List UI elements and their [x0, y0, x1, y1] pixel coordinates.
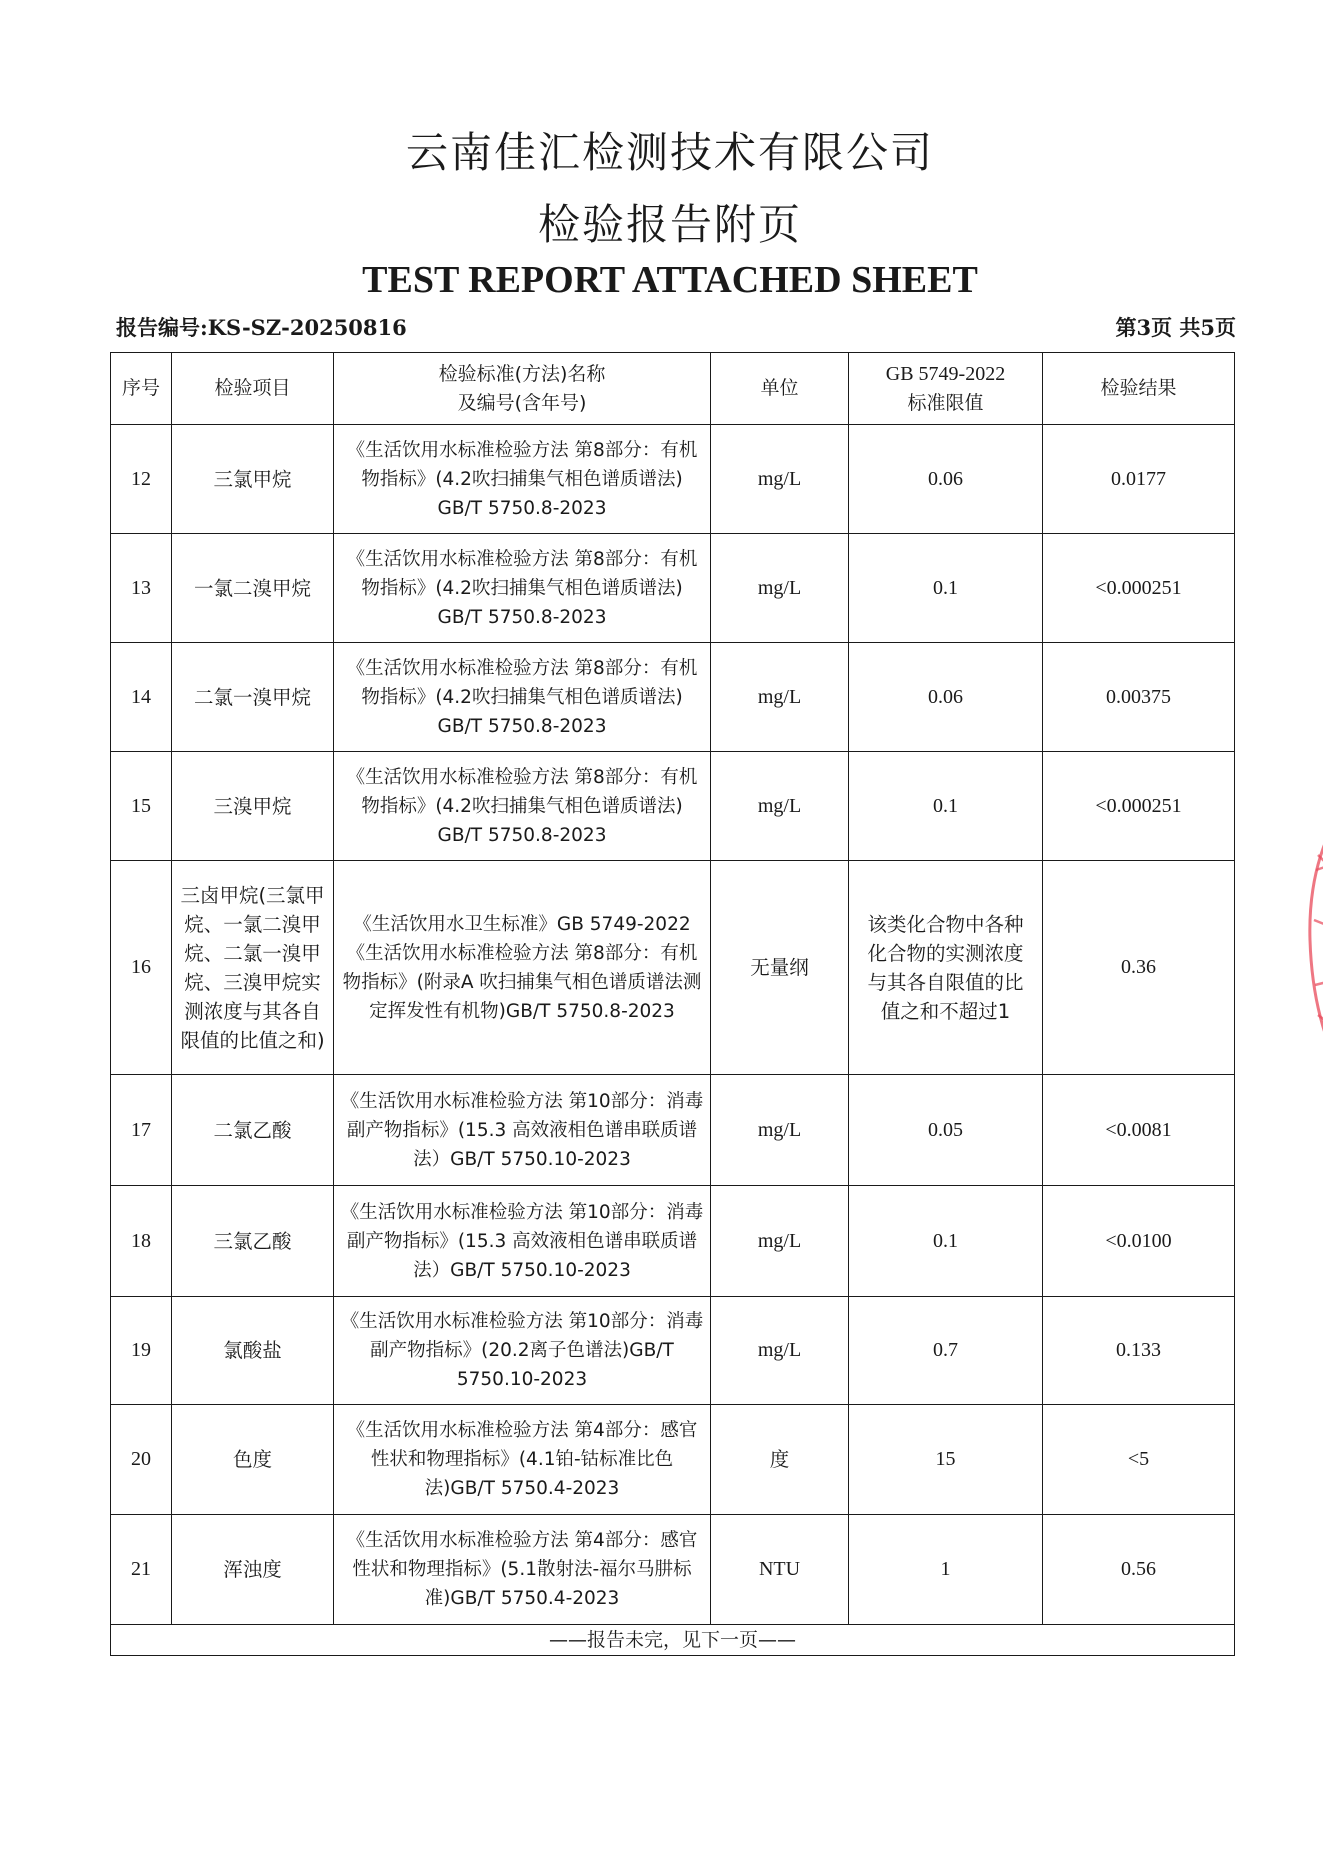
- report-subtitle: 检验报告附页: [537, 200, 802, 249]
- row-unit: mg/L: [711, 1297, 849, 1405]
- row-result: 0.56: [1043, 1515, 1235, 1625]
- results-table: [110, 352, 1235, 1656]
- row-item: 三氯乙酸: [172, 1186, 334, 1297]
- row-item: 一氯二溴甲烷: [172, 534, 334, 643]
- row-limit: 1: [849, 1515, 1043, 1625]
- row-result: <0.000251: [1043, 534, 1235, 643]
- row-method: 《生活饮用水标准检验方法 第10部分：消毒副产物指标》(20.2离子色谱法)GB/T 5750.10-2023: [334, 1297, 711, 1405]
- col-header-limit: [849, 353, 1043, 425]
- row-limit: 0.1: [849, 752, 1043, 861]
- table-row: [111, 425, 1235, 534]
- row-method: 《生活饮用水标准检验方法 第4部分：感官性状和物理指标》(5.1散射法-福尔马肼标准)GB/T 5750.4-2023: [334, 1515, 711, 1625]
- row-seq: 15: [111, 752, 172, 861]
- row-limit: 0.05: [849, 1075, 1043, 1186]
- row-method: 《生活饮用水卫生标准》GB 5749-2022 《生活饮用水标准检验方法 第8部分：有机物指标》(附录A 吹扫捕集气相色谱质谱法测定挥发性有机物)GB/T 5750.8-2023: [334, 861, 711, 1075]
- row-limit: 0.1: [849, 534, 1043, 643]
- report-number: 报告编号:KS-SZ-20250816: [116, 315, 407, 340]
- row-item: 三氯甲烷: [172, 425, 334, 534]
- row-unit: mg/L: [711, 534, 849, 643]
- row-result: <0.0081: [1043, 1075, 1235, 1186]
- row-unit: mg/L: [711, 643, 849, 752]
- row-method: 《生活饮用水标准检验方法 第4部分：感官性状和物理指标》(4.1铂-钴标准比色法)GB/T 5750.4-2023: [334, 1405, 711, 1515]
- row-seq: 19: [111, 1297, 172, 1405]
- row-unit: NTU: [711, 1515, 849, 1625]
- table-row: [111, 1405, 1235, 1515]
- row-method: 《生活饮用水标准检验方法 第8部分：有机物指标》(4.2吹扫捕集气相色谱质谱法) GB/T 5750.8-2023: [334, 534, 711, 643]
- row-result: 0.0177: [1043, 425, 1235, 534]
- row-method: 《生活饮用水标准检验方法 第8部分：有机物指标》(4.2吹扫捕集气相色谱质谱法) GB/T 5750.8-2023: [334, 643, 711, 752]
- table-row: [111, 1515, 1235, 1625]
- row-item: 氯酸盐: [172, 1297, 334, 1405]
- col-header-method-line1: 检验标准(方法)名称: [438, 362, 606, 385]
- row-seq: 17: [111, 1075, 172, 1186]
- col-header-limit-line2: 标准限值: [907, 391, 984, 414]
- table-row: [111, 1075, 1235, 1186]
- row-item: 三卤甲烷(三氯甲烷、一氯二溴甲烷、二氯一溴甲烷、三溴甲烷实测浓度与其各自限值的比值之和): [172, 861, 334, 1075]
- row-unit: 度: [711, 1405, 849, 1515]
- row-seq: 13: [111, 534, 172, 643]
- row-item: 二氯乙酸: [172, 1075, 334, 1186]
- table-row: [111, 1297, 1235, 1405]
- row-limit: 该类化合物中各种化合物的实测浓度与其各自限值的比值之和不超过1: [849, 861, 1043, 1075]
- row-method: 《生活饮用水标准检验方法 第8部分：有机物指标》(4.2吹扫捕集气相色谱质谱法) GB/T 5750.8-2023: [334, 752, 711, 861]
- row-seq: 16: [111, 861, 172, 1075]
- row-limit: 0.1: [849, 1186, 1043, 1297]
- continued-note: ——报告未完，见下一页——: [111, 1625, 1235, 1656]
- row-unit: 无量纲: [711, 861, 849, 1075]
- table-header-row: [111, 353, 1235, 425]
- col-header-limit-line1: GB 5749-2022: [885, 362, 1006, 385]
- row-seq: 21: [111, 1515, 172, 1625]
- row-item: 二氯一溴甲烷: [172, 643, 334, 752]
- col-header-method: [334, 353, 711, 425]
- row-limit: 15: [849, 1405, 1043, 1515]
- row-item: 浑浊度: [172, 1515, 334, 1625]
- row-seq: 20: [111, 1405, 172, 1515]
- row-item: 色度: [172, 1405, 334, 1515]
- page-info: 第3页 共5页: [1115, 315, 1236, 340]
- row-limit: 0.06: [849, 425, 1043, 534]
- col-header-result: 检验结果: [1043, 353, 1235, 425]
- row-method: 《生活饮用水标准检验方法 第10部分：消毒副产物指标》(15.3 高效液相色谱串联质谱法）GB/T 5750.10-2023: [334, 1186, 711, 1297]
- row-unit: mg/L: [711, 425, 849, 534]
- row-result: 0.36: [1043, 861, 1235, 1075]
- row-result: <0.000251: [1043, 752, 1235, 861]
- company-title: 云南佳汇检测技术有限公司: [405, 128, 934, 177]
- table-row: [111, 1186, 1235, 1297]
- row-method: 《生活饮用水标准检验方法 第8部分：有机物指标》(4.2吹扫捕集气相色谱质谱法) GB/T 5750.8-2023: [334, 425, 711, 534]
- row-method: 《生活饮用水标准检验方法 第10部分：消毒副产物指标》(15.3 高效液相色谱串联质谱法）GB/T 5750.10-2023: [334, 1075, 711, 1186]
- table-row: [111, 861, 1235, 1075]
- row-unit: mg/L: [711, 1075, 849, 1186]
- table-row: [111, 534, 1235, 643]
- col-header-seq: 序号: [111, 353, 172, 425]
- row-seq: 14: [111, 643, 172, 752]
- table-row: [111, 752, 1235, 861]
- row-seq: 12: [111, 425, 172, 534]
- row-limit: 0.7: [849, 1297, 1043, 1405]
- row-unit: mg/L: [711, 752, 849, 861]
- row-result: 0.133: [1043, 1297, 1235, 1405]
- table-row: [111, 643, 1235, 752]
- row-result: <5: [1043, 1405, 1235, 1515]
- table-footer-row: [111, 1625, 1235, 1656]
- row-unit: mg/L: [711, 1186, 849, 1297]
- row-result: <0.0100: [1043, 1186, 1235, 1297]
- row-limit: 0.06: [849, 643, 1043, 752]
- row-item: 三溴甲烷: [172, 752, 334, 861]
- row-seq: 18: [111, 1186, 172, 1297]
- col-header-item: 检验项目: [172, 353, 334, 425]
- col-header-unit: 单位: [711, 353, 849, 425]
- english-title: TEST REPORT ATTACHED SHEET: [362, 259, 978, 301]
- seal-stamp-fragment: [1288, 815, 1323, 1065]
- col-header-method-line2: 及编号(含年号): [457, 391, 587, 414]
- row-result: 0.00375: [1043, 643, 1235, 752]
